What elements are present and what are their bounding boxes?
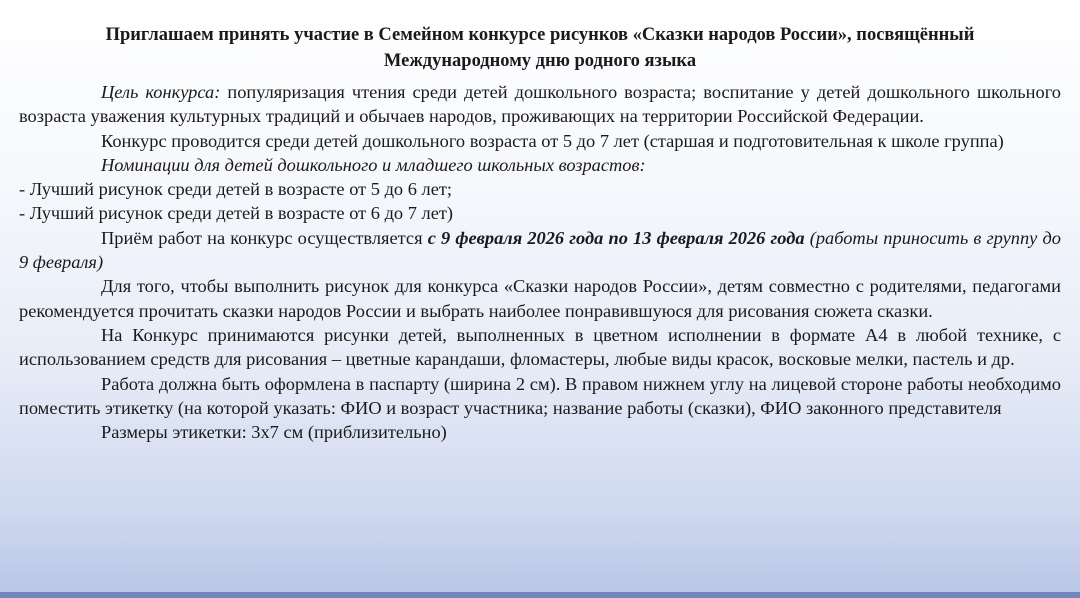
audience-paragraph: Конкурс проводится среди детей дошкольного возраста от 5 до 7 лет (старшая и подготовительная к школе группа) [101, 130, 1004, 151]
title-line-1: Приглашаем принять участие в Семейном конкурсе рисунков «Сказки народов России», посвящённый [105, 25, 975, 45]
dates-note: (работы приносить в группу до 9 февраля) [19, 227, 1061, 273]
goal-label: Цель конкурса: [101, 82, 221, 102]
dates-range: с 9 февраля 2026 года по 13 февраля 2026 года [427, 227, 805, 248]
requirements-paragraph: На Конкурс принимаются рисунки детей, выполненных в цветном исполнении в формате А4 в любой технике, с использованием средств для рисования – цветные карандаши, фломастеры, любые виды красок, восковые мелки, пастель и др. [19, 324, 1061, 370]
label-size-paragraph: Размеры этикетки: 3х7 см (приблизительно) [101, 422, 447, 443]
goal-paragraph [19, 80, 1061, 129]
nomination-item-2: - Лучший рисунок среди детей в возрасте от 6 до 7 лет) [19, 203, 454, 224]
framing-paragraph: Работа должна быть оформлена в паспарту (ширина 2 см). В правом нижнем углу на лицевой стороне работы необходимо поместить этикетку (на которой указать: ФИО и возраст участника; название работы (сказки), ФИО законного представителя [19, 373, 1061, 418]
bottom-border [0, 592, 1080, 598]
goal-text: популяризация чтения среди детей дошкольного возраста; воспитание у детей дошкольного школьного возраста уважения культурных традиций и обычаев народов, проживающих на территории Российской Федерации. [19, 82, 1061, 127]
instruction-paragraph: Для того, чтобы выполнить рисунок для конкурса «Сказки народов России», детям совместно с родителями, педагогами рекомендуется прочитать сказки народов России и выбрать наиболее понравившуюся для рисования сюжета сказки. [19, 276, 1061, 321]
dates-paragraph [19, 226, 1061, 275]
dates-prefix: Приём работ на конкурс осуществляется [101, 227, 428, 248]
nomination-item-1: - Лучший рисунок среди детей в возрасте от 5 до 6 лет; [19, 179, 453, 200]
title-line-2: Международному дню родного языка [383, 51, 697, 71]
nominations-heading: Номинации для детей дошкольного и младшего школьных возрастов: [101, 154, 646, 175]
page-title [19, 22, 1061, 74]
